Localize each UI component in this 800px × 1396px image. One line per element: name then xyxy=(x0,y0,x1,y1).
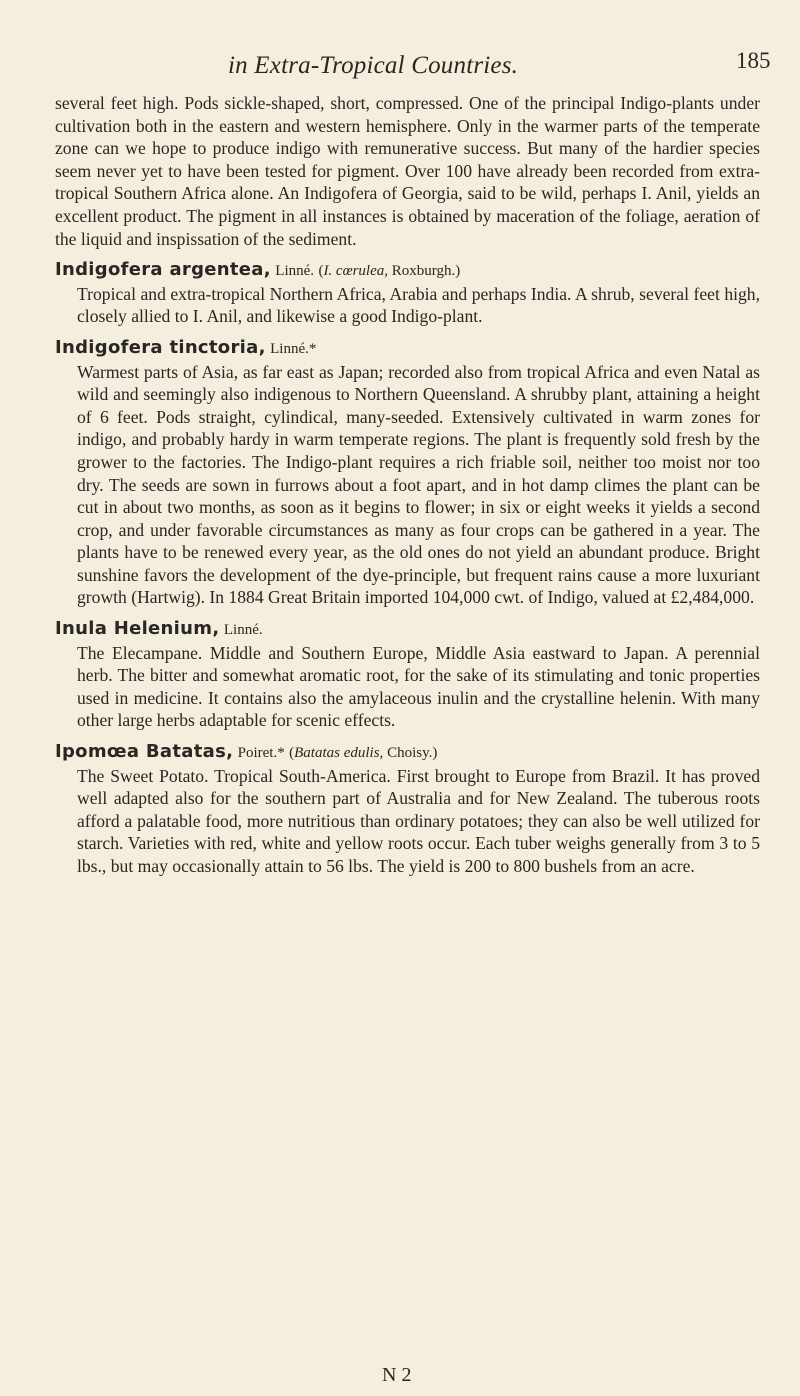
entry-body: Warmest parts of Asia, as far east as Japan; recorded also from tropical Africa and even Natal as wild and seemingly also indigenous to Northern Queensland. A shrubby plant, attaining a height of 6 feet. Pods straight, cylindical, many-seeded. Extensively cultivated in warm zones for indigo, and probably hardy in warm temperate regions. The plant is frequently sold fresh by the grower to the factories. The Indigo-plant requires a rich friable soil, neither too moist nor too dry. The seeds are sown in furrows about a foot apart, and in hot damp climes the plant can be cut in about two months, as soon as it begins to flower; in six or eight weeks it yields a second crop, and under favorable circumstances as many as four crops can be gathered in a year. The plants have to be renewed every year, as the old ones do not yield an abundant produce. Bright sunshine favors the development of the dye-principle, but frequent rains cause a more luxuriant growth (Hartwig). In 1884 Great Britain imported 104,000 cwt. of Indigo, valued at £2,484,000. xyxy=(77,361,760,608)
entry-heading xyxy=(55,740,760,765)
authority: Linné. xyxy=(223,622,263,639)
synonym-italic: I. cœrulea, xyxy=(323,263,389,280)
entry-body: The Elecampane. Middle and Southern Europe, Middle Asia eastward to Japan. A perennial herb. The bitter and somewhat aromatic root, for the sake of its stimulating and tonic properties used in medicine. It contains also the amylaceous inulin and the crystalline helenin. With many other large herbs adaptable for scenic effects. xyxy=(77,642,760,731)
running-title: in Extra-Tropical Countries. xyxy=(228,52,519,79)
species-name: Indigofera argentea, xyxy=(55,259,271,281)
intro-paragraph: several feet high. Pods sickle-shaped, short, compressed. One of the principal Indigo-plants under cultivation both in the eastern and western hemisphere. Only in the warmer parts of the temperate zone can we hope to produce indigo with remunerative success. But many of the hardier species seem never yet to have been tested for pigment. Over 100 have already been recorded from extra-tropical Southern Africa alone. An Indigofera of Georgia, said to be wild, perhaps I. Anil, yields an excellent product. The pigment in all instances is obtained by maceration of the foliage, aeration of the liquid and inspissation of the sediment. xyxy=(55,93,760,249)
synonym-open: ( xyxy=(289,745,295,762)
entry-inula-helenium xyxy=(55,617,760,732)
body-text xyxy=(55,92,760,878)
page-number: 185 xyxy=(736,48,771,73)
species-name: Indigofera tinctoria, xyxy=(55,336,266,358)
synonym-open: ( xyxy=(318,263,324,280)
authority: Linné. xyxy=(275,263,315,280)
entry-ipomoea-batatas xyxy=(55,740,760,878)
species-name: Inula Helenium, xyxy=(55,618,220,640)
authority: Poiret.* xyxy=(237,745,285,762)
synonym-italic: Batatas edulis, xyxy=(294,745,384,762)
species-name: Ipomœa Batatas, xyxy=(55,741,234,763)
entry-body: Tropical and extra-tropical Northern Africa, Arabia and perhaps India. A shrub, several feet high, closely allied to I. Anil, and likewise a good Indigo-plant. xyxy=(77,283,760,327)
authority: Linné.* xyxy=(270,340,317,357)
synonym xyxy=(289,745,437,761)
entry-indigofera-tinctoria xyxy=(55,336,760,609)
synonym xyxy=(318,263,460,279)
synonym-rest: Choisy.) xyxy=(387,745,438,762)
entry-body: The Sweet Potato. Tropical South-America. First brought to Europe from Brazil. It has proved well adapted also for the southern part of Australia and for New Zealand. The tuberous roots afford a palatable food, more nutritious than ordinary potatoes; they can also be well utilized for starch. Varieties with red, white and yellow roots occur. Each tuber weighs generally from 3 to 5 lbs., but may occasionally attain to 56 lbs. The yield is 200 to 800 bushels from an acre. xyxy=(77,765,760,876)
entry-heading xyxy=(55,617,760,642)
running-head xyxy=(0,48,800,84)
entry-indigofera-argentea xyxy=(55,258,760,328)
synonym-rest: Roxburgh.) xyxy=(391,263,461,280)
entry-heading xyxy=(55,336,760,361)
signature-mark: N 2 xyxy=(382,1364,412,1386)
entry-heading xyxy=(55,258,760,283)
